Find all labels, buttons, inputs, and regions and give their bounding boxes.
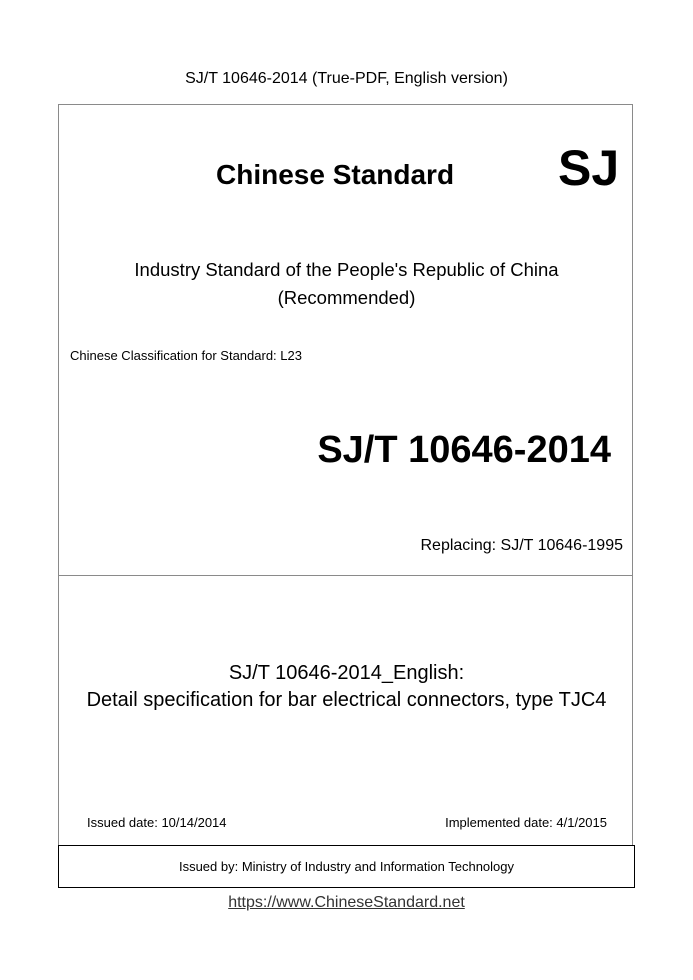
issued-date: Issued date: 10/14/2014: [87, 815, 227, 830]
footer: [0, 893, 693, 913]
recommended-line: (Recommended): [277, 287, 416, 308]
implemented-date: Implemented date: 4/1/2015: [445, 815, 607, 830]
issued-by-text: Issued by: Ministry of Industry and Information Technology: [178, 859, 515, 874]
classification-text: Chinese Classification for Standard: L23: [70, 348, 302, 363]
document-title-code: SJ/T 10646-2014_English:: [228, 662, 465, 684]
cover-title: Chinese Standard: [216, 159, 455, 190]
standard-mark: SJ: [558, 140, 620, 196]
replacing-text: Replacing: SJ/T 10646-1995: [420, 537, 623, 554]
website-link[interactable]: https://www.ChineseStandard.net: [228, 894, 465, 911]
document-title: Detail specification for bar electrical connectors, type TJC4: [86, 689, 607, 711]
page-header: SJ/T 10646-2014 (True-PDF, English version): [185, 70, 508, 87]
industry-standard-line: Industry Standard of the People's Republic of China: [134, 259, 559, 280]
standard-number: SJ/T 10646-2014: [317, 429, 611, 471]
issuer-box: [58, 845, 635, 888]
